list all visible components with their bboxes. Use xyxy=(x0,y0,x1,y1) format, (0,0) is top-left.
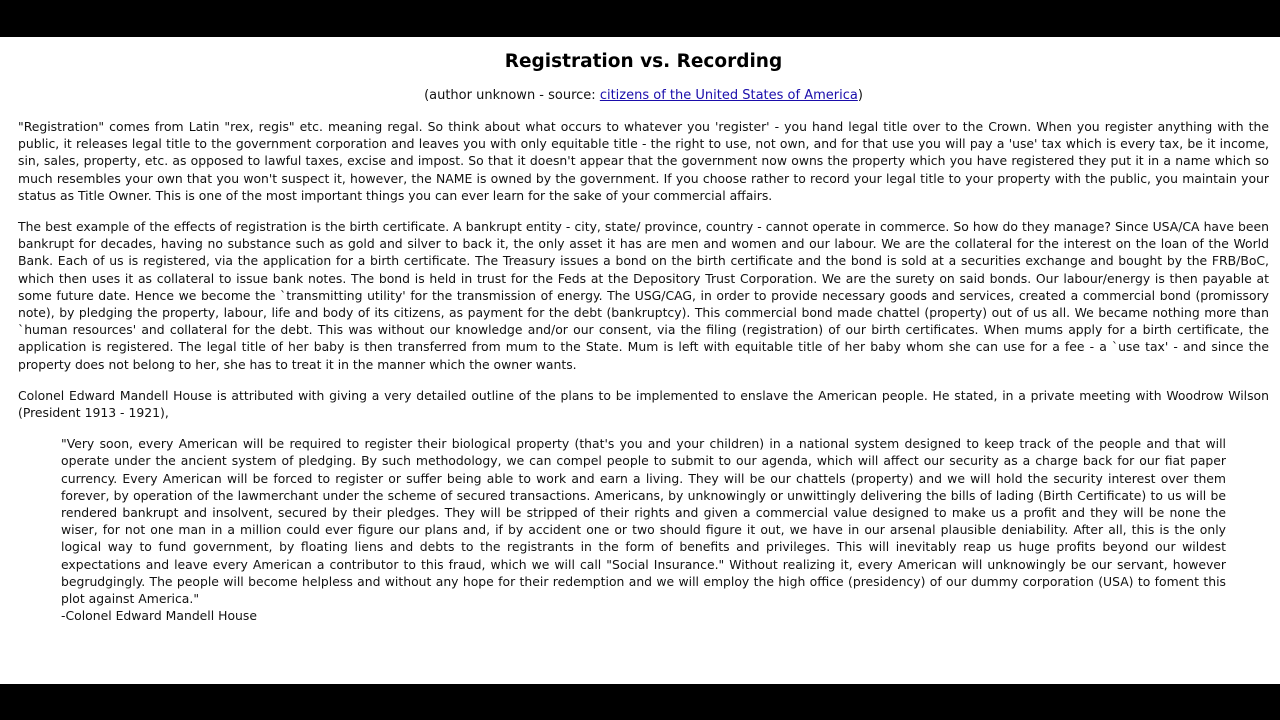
document-page xyxy=(0,37,1280,684)
source-prefix: (author unknown - source: xyxy=(424,88,600,103)
house-quote: "Very soon, every American will be required to register their biological property (that's you and your children) in a national system designed to keep track of the people and that will operate under the ancient system of pledging. By such methodology, we can compel people to submit to our agenda, which will affect our security as a charge back for our fiat paper currency. Every American will be forced to register or suffer being able to work and earn a living. They will be our chattels (property) and we will hold the security interest over them forever, by operation of the lawmerchant under the scheme of secured transactions. Americans, by unknowingly or unwittingly delivering the bills of lading (Birth Certificate) to us will be rendered bankrupt and insolvent, secured by their pledges. They will be stripped of their rights and given a commercial value designed to make us a profit and they will be none the wiser, for not one man in a million could ever figure our plans and, if by accident one or two should figure it out, we have in our arsenal plausible deniability. After all, this is the only logical way to fund government, by floating liens and debts to the registrants in the form of benefits and privileges. This will inevitably reap us huge profits beyond our wildest expectations and leave every American a contributor to this fraud, which we will call "Social Insurance." Without realizing it, every American will unknowingly be our servant, however begrudgingly. The people will become helpless and without any hope for their redemption and we will employ the high office (presidency) of our dummy corporation (USA) to foment this plot against America." xyxy=(61,436,1226,607)
quote-attribution: -Colonel Edward Mandell House xyxy=(61,608,257,624)
source-suffix: ) xyxy=(857,88,863,103)
source-link[interactable]: citizens of the United States of America xyxy=(599,88,858,103)
paragraph-house-intro: Colonel Edward Mandell House is attributed with giving a very detailed outline of the plans to be implemented to enslave the American people. He stated, in a private meeting with Woodrow Wilson (President 1913 - 1921), xyxy=(18,387,1269,421)
paragraph-birth-certificate: The best example of the effects of registration is the birth certificate. A bankrupt entity - city, state/ province, country - cannot operate in commerce. So how do they manage? Since USA/CA have been bankrupt for decades, having no substance such as gold and silver to back it, the only asset it has are men and women and our labour. We are the collateral for the interest on the loan of the World Bank. Each of us is registered, via the application for a birth certificate. The Treasury issues a bond on the birth certificate and the bond is sold at a securities exchange and bought by the FRB/BoC, which then uses it as collateral to issue bank notes. The bond is held in trust for the Feds at the Depository Trust Corporation. We are the surety on said bonds. Our labour/energy is then payable at some future date. Hence we become the `transmitting utility' for the transmission of energy. The USG/CAG, in order to provide necessary goods and services, created a commercial bond (promissory note), by pledging the property, labour, life and body of its citizens, as payment for the debt (bankruptcy). This commercial bond made chattel (property) out of us all. We became nothing more than `human resources' and collateral for the debt. This was without our knowledge and/or our consent, via the filing (registration) of our birth certificates. When mums apply for a birth certificate, the application is registered. The legal title of her baby is then transferred from mum to the State. Mum is left with equitable title of her baby whom she can use for a fee - a `use tax' - and since the property does not belong to her, she has to treat it in the manner which the owner wants. xyxy=(18,219,1269,372)
source-line xyxy=(18,87,1269,105)
page-title: Registration vs. Recording xyxy=(504,51,783,72)
paragraph-registration: "Registration" comes from Latin "rex, regis" etc. meaning regal. So think about what occurs to whatever you 'register' - you hand legal title over to the Crown. When you register anything with the public, it releases legal title to the government corporation and leaves you with only equitable title - the right to use, not own, and for that use you will pay a 'use' tax which is every tax, be it income, sin, sales, property, etc. as opposed to lawful taxes, excise and impost. So that it doesn't appear that the government now owns the property which you have registered they put it in a name which so much resembles your own that you won't suspect it, however, the NAME is owned by the government. If you choose rather to record your legal title to your property with the public, you maintain your status as Title Owner. This is one of the most important things you can ever learn for the sake of your commercial affairs. xyxy=(18,119,1269,203)
article-body xyxy=(18,37,1269,624)
